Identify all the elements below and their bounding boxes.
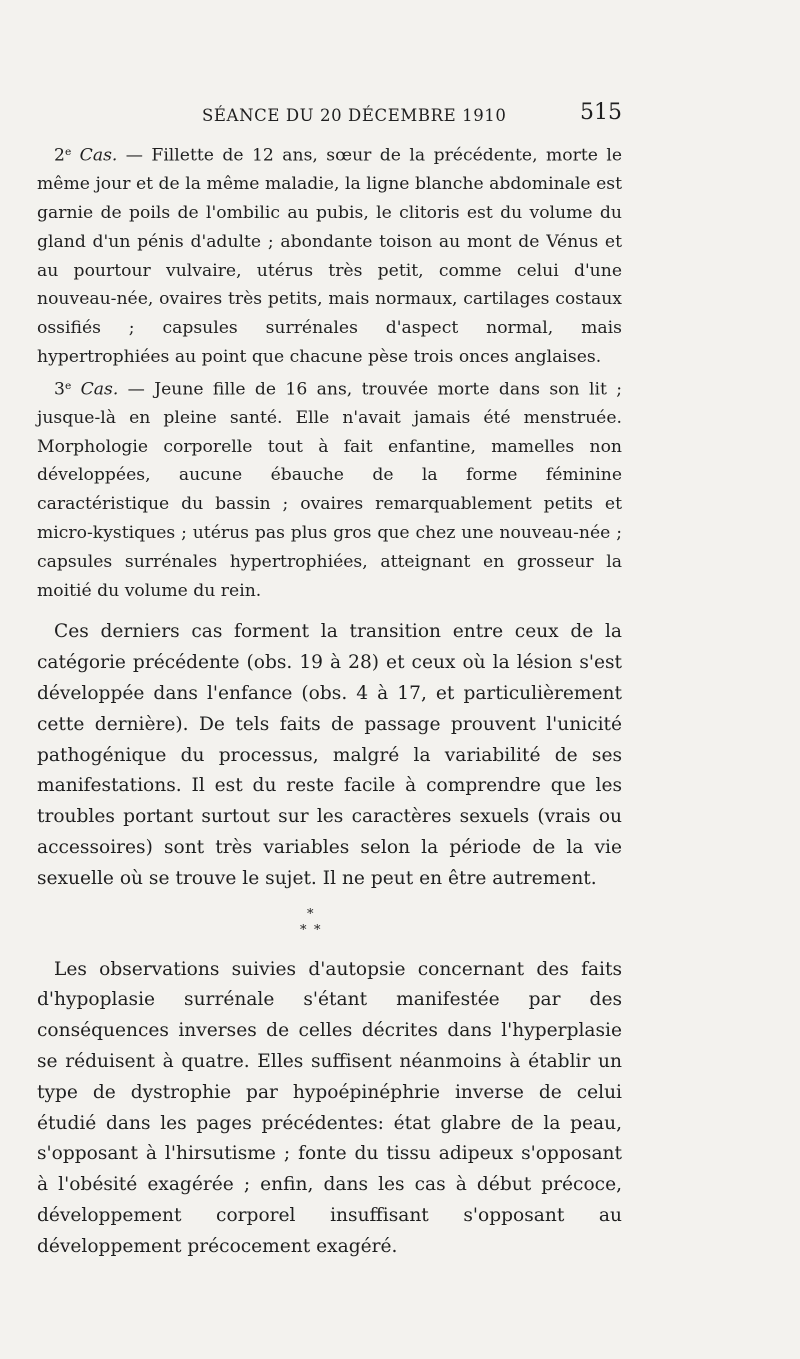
- case-2-label: Cas.: [79, 145, 118, 166]
- asterism-star-left: *: [300, 922, 307, 938]
- transition-paragraph: Ces derniers cas forment la transition entre ceux de la catégorie précédente (obs. 19 à 28) et ceux où la lésion s'est développée dans l'enfance (obs. 4 à 17, et particulièrement cette dernière). De tels faits de passage prouvent l'unicité pathogénique du processus, malgré la variabilité de ses manifestations. Il est du reste facile à comprendre que les troubles portant surtout sur les caractères sexuels (vrais ou accessoires) sont très variables selon la période de la vie sexuelle où se trouve le sujet. Il ne peut en être autrement.: [37, 621, 622, 889]
- case-3-number: 3: [54, 379, 65, 400]
- case-3-text: — Jeune fille de 16 ans, trouvée morte dans son lit ; jusque-là en pleine santé. Elle n'avait jamais été menstruée. Morphologie corporelle tout à fait enfantine, mamelles non développées, aucune ébauche de la forme féminine caractéristique du bassin ; ovaires remarquablement petits et micro-kystiques ; utérus pas plus gros que chez une nouveau-née ; capsules surrénales hypertrophiées, atteignant en grosseur la moitié du volume du rein.: [37, 379, 622, 601]
- asterism-star-top: *: [307, 906, 314, 922]
- case-3-paragraph: [37, 372, 622, 606]
- section-spacer: [37, 605, 622, 617]
- running-title: SÉANCE DU 20 DÉCEMBRE 1910: [202, 106, 507, 125]
- case-2-number: 2: [54, 145, 65, 166]
- case-2-ordinal-suffix: e: [64, 145, 72, 158]
- asterism-separator: [37, 895, 622, 955]
- case-3-ordinal-suffix: e: [64, 378, 72, 392]
- case-2-paragraph: [37, 138, 622, 372]
- body-text: [37, 138, 622, 1263]
- case-3-label: Cas.: [80, 379, 119, 400]
- page-number: 515: [580, 100, 622, 125]
- page-header: [40, 100, 622, 130]
- hypoplasie-paragraph: Les observations suivies d'autopsie concernant des faits d'hypoplasie surrénale s'étant manifestée par des conséquences inverses de celles décrites dans l'hyperplasie se réduisent à quatre. Elles suffisent néanmoins à établir un type de dystrophie par hypoépinéphrie inverse de celui étudié dans les pages précédentes: état glabre de la peau, s'opposant à l'hirsutisme ; fonte du tissu adipeux s'opposant à l'obésité exagérée ; enfin, dans les cas à début précoce, développement corporel insuffisant s'opposant au développement précocement exagéré.: [37, 958, 622, 1257]
- asterism-star-right: *: [314, 922, 321, 938]
- case-2-text: — Fillette de 12 ans, sœur de la précédente, morte le même jour et de la même maladie, la ligne blanche abdominale est garnie de poils de l'ombilic au pubis, le clitoris est du volume du gland d'un pénis d'adulte ; abondante toison au mont de Vénus et au pourtour vulvaire, utérus très petit, comme celui d'une nouveau-née, ovaires très petits, mais normaux, cartilages costaux ossifiés ; capsules surrénales d'aspect normal, mais hypertrophiées au point que chacune pèse trois onces anglaises.: [37, 145, 622, 367]
